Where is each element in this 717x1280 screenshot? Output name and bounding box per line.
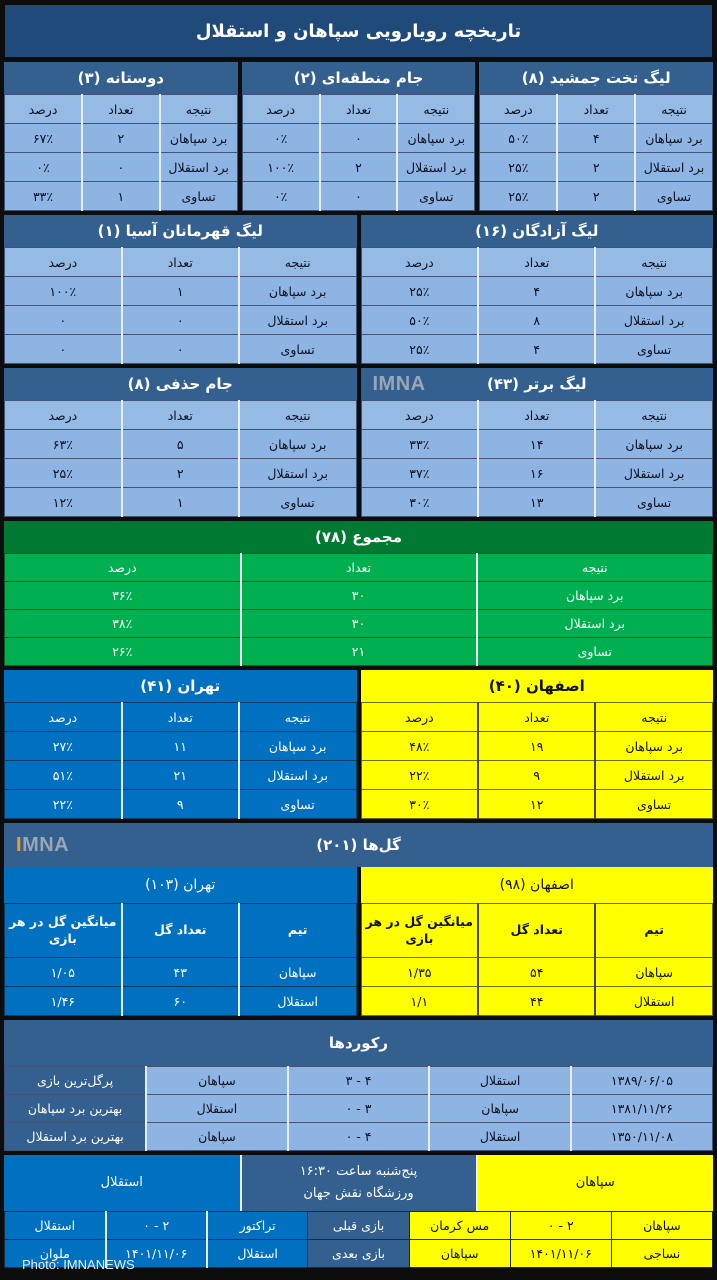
col-header-percent: درصد: [361, 248, 478, 277]
panel-title: لیگ تخت جمشید (۸): [479, 62, 713, 94]
table-row: [361, 958, 713, 987]
goals-cell: ۶۰: [122, 987, 239, 1016]
percent-cell: ۰٪: [242, 182, 320, 211]
result-cell: برد سپاهان: [477, 582, 713, 610]
home-fixture-team: سپاهان: [611, 1212, 712, 1240]
percent-cell: ۰: [5, 306, 122, 335]
percent-cell: ۲۵٪: [5, 459, 122, 488]
result-cell: برد سپاهان: [635, 124, 713, 153]
imna-watermark: IMNA: [16, 833, 70, 856]
panel-title: تهران (۴۱): [4, 670, 357, 702]
percent-cell: ۳۰٪: [361, 790, 478, 819]
table-row: [5, 958, 357, 987]
goals-cell: ۵۴: [478, 958, 595, 987]
col-header-percent: درصد: [361, 703, 478, 732]
fixture-label: بازی قبلی: [308, 1212, 409, 1240]
percent-cell: ۵۰٪: [480, 124, 558, 153]
col-header-percent: درصد: [242, 95, 320, 124]
result-cell: تساوی: [239, 790, 356, 819]
record-date: ۱۳۸۹/۰۶/۰۵: [571, 1067, 713, 1095]
col-header-result: نتیجه: [160, 95, 238, 124]
result-cell: تساوی: [595, 335, 712, 364]
table-row: [361, 488, 713, 517]
count-cell: ۹: [478, 761, 595, 790]
col-header-percent: درصد: [5, 401, 122, 430]
panel-title: جام منطقه‌ای (۲): [242, 62, 476, 94]
table-row: [361, 761, 713, 790]
result-cell: برد استقلال: [635, 153, 713, 182]
result-cell: برد سپاهان: [239, 277, 356, 306]
record-team-a: استقلال: [429, 1123, 571, 1151]
result-cell: برد استقلال: [595, 459, 712, 488]
col-header-result: نتیجه: [239, 248, 356, 277]
count-cell: ۰: [82, 153, 160, 182]
record-team-a: سپاهان: [429, 1095, 571, 1123]
percent-cell: ۴۸٪: [361, 732, 478, 761]
count-cell: ۲: [557, 182, 635, 211]
col-header-count: تعداد: [320, 95, 398, 124]
count-cell: ۱۱: [122, 732, 239, 761]
result-cell: برد سپاهان: [160, 124, 238, 153]
col-header-count: تعداد: [241, 554, 477, 582]
count-cell: ۲۱: [122, 761, 239, 790]
percent-cell: ۳۷٪: [361, 459, 478, 488]
col-header-percent: درصد: [5, 554, 241, 582]
table-row: [242, 124, 475, 153]
count-cell: ۱: [122, 277, 239, 306]
next-match: [4, 1155, 713, 1211]
table-row: [242, 153, 475, 182]
table-row: [242, 182, 475, 211]
goals-cell: ۴۴: [478, 987, 595, 1016]
city-panel: [361, 670, 714, 819]
count-cell: ۹: [122, 790, 239, 819]
home-fixture-score: ۲ - ۰: [510, 1212, 611, 1240]
competition-panel: [361, 368, 714, 517]
table-row: [4, 182, 237, 211]
panel-title: لیگ قهرمانان آسیا (۱): [4, 215, 357, 247]
away-fixture-score: ۱۴۰۱/۱۱/۰۶: [106, 1240, 207, 1268]
header-row: [361, 401, 713, 430]
imna-watermark: IMNA: [372, 372, 426, 395]
goals-city-panel: [361, 867, 714, 1016]
result-cell: برد استقلال: [239, 761, 356, 790]
record-score: ۳ - ۰: [288, 1095, 430, 1123]
competition-row-3: [4, 368, 713, 517]
col-header-result: نتیجه: [397, 95, 475, 124]
result-cell: برد استقلال: [239, 459, 356, 488]
header-row: [361, 703, 713, 732]
table-row: [5, 638, 713, 666]
col-header-result: نتیجه: [635, 95, 713, 124]
count-cell: ۵: [122, 430, 239, 459]
away-fixture-team: ملوان: [5, 1240, 106, 1268]
col-header-result: نتیجه: [595, 248, 712, 277]
col-header-count: تعداد: [478, 401, 595, 430]
percent-cell: ۲۲٪: [361, 761, 478, 790]
competition-panel: [479, 62, 713, 211]
percent-cell: ۲۵٪: [480, 153, 558, 182]
result-cell: تساوی: [635, 182, 713, 211]
col-header-count: تعداد: [122, 248, 239, 277]
total-panel: [4, 521, 713, 666]
home-fixture-opponent: مس کرمان: [409, 1212, 510, 1240]
record-score: ۴ - ۰: [288, 1123, 430, 1151]
record-team-b: سپاهان: [146, 1067, 288, 1095]
header-row: [480, 95, 713, 124]
records-table: [4, 1066, 713, 1151]
record-team-b: استقلال: [146, 1095, 288, 1123]
count-cell: ۲: [320, 153, 398, 182]
count-cell: ۱۹: [478, 732, 595, 761]
home-fixture-team: نساجی: [611, 1240, 712, 1268]
away-fixture-team: استقلال: [5, 1212, 106, 1240]
header-row: [5, 554, 713, 582]
col-header-count: تعداد: [82, 95, 160, 124]
count-cell: ۱۴: [478, 430, 595, 459]
col-header-percent: درصد: [361, 401, 478, 430]
count-cell: ۳۰: [241, 582, 477, 610]
panel-title: مجموع (۷۸): [4, 521, 713, 553]
count-cell: ۱۳: [478, 488, 595, 517]
home-team: سپاهان: [478, 1155, 714, 1211]
records-header: رکوردها: [4, 1020, 713, 1066]
home-fixture-opponent: سپاهان: [409, 1240, 510, 1268]
count-cell: ۰: [122, 335, 239, 364]
table-row: [361, 430, 713, 459]
col-header-percent: درصد: [4, 95, 82, 124]
count-cell: ۲: [82, 124, 160, 153]
col-header-count: تعداد: [557, 95, 635, 124]
col-header-avg: میانگین گل در هر بازی: [361, 904, 478, 958]
col-header-percent: درصد: [480, 95, 558, 124]
percent-cell: ۲۶٪: [5, 638, 241, 666]
result-cell: تساوی: [160, 182, 238, 211]
avg-cell: ۱/۱: [361, 987, 478, 1016]
table-row: [5, 761, 357, 790]
col-header-result: نتیجه: [239, 401, 356, 430]
col-header-avg: میانگین گل در هر بازی: [5, 904, 122, 958]
header-row: [5, 401, 357, 430]
count-cell: ۴: [478, 277, 595, 306]
home-fixture-score: ۱۴۰۱/۱۱/۰۶: [510, 1240, 611, 1268]
percent-cell: ۶۳٪: [5, 430, 122, 459]
competition-row-2: [4, 215, 713, 364]
col-header-team: تیم: [239, 904, 356, 958]
competition-panel: [4, 368, 357, 517]
table-row: [361, 790, 713, 819]
competition-row-1: [4, 62, 713, 211]
percent-cell: ۲۵٪: [361, 335, 478, 364]
table-row: [480, 182, 713, 211]
header-row: [5, 703, 357, 732]
record-team-b: سپاهان: [146, 1123, 288, 1151]
percent-cell: ۳۸٪: [5, 610, 241, 638]
record-label: بهترین برد سپاهان: [5, 1095, 147, 1123]
percent-cell: ۶۷٪: [4, 124, 82, 153]
col-header-count: تعداد: [122, 703, 239, 732]
count-cell: ۲: [122, 459, 239, 488]
col-header-result: نتیجه: [239, 703, 356, 732]
away-fixture-opponent: تراکتور: [207, 1212, 308, 1240]
count-cell: ۳۰: [241, 610, 477, 638]
col-header-count: تعداد: [478, 703, 595, 732]
table-row: [5, 790, 357, 819]
table-row: [5, 488, 357, 517]
percent-cell: ۱۲٪: [5, 488, 122, 517]
percent-cell: ۱۰۰٪: [242, 153, 320, 182]
count-cell: ۰: [122, 306, 239, 335]
table-row: [5, 306, 357, 335]
col-header-result: نتیجه: [595, 703, 712, 732]
table-row: [361, 335, 713, 364]
result-cell: برد استقلال: [477, 610, 713, 638]
percent-cell: ۰٪: [4, 153, 82, 182]
count-cell: ۱۶: [478, 459, 595, 488]
result-cell: برد سپاهان: [595, 277, 712, 306]
table-row: [5, 430, 357, 459]
percent-cell: ۳۶٪: [5, 582, 241, 610]
count-cell: ۸: [478, 306, 595, 335]
result-cell: تساوی: [595, 790, 712, 819]
col-header-percent: درصد: [5, 248, 122, 277]
count-cell: ۴: [557, 124, 635, 153]
header-row: [242, 95, 475, 124]
count-cell: ۲: [557, 153, 635, 182]
col-header-percent: درصد: [5, 703, 122, 732]
competition-panel: [242, 62, 476, 211]
count-cell: ۲۱: [241, 638, 477, 666]
percent-cell: ۲۷٪: [5, 732, 122, 761]
percent-cell: ۵۱٪: [5, 761, 122, 790]
result-cell: برد سپاهان: [397, 124, 475, 153]
goals-city-title: اصفهان (۹۸): [361, 867, 714, 903]
away-fixture-opponent: استقلال: [207, 1240, 308, 1268]
header-row: [361, 248, 713, 277]
table-row: [5, 459, 357, 488]
fixture-row: [5, 1212, 713, 1240]
table-row: [361, 306, 713, 335]
result-cell: برد استقلال: [160, 153, 238, 182]
result-cell: تساوی: [397, 182, 475, 211]
competition-panel: [4, 62, 238, 211]
count-cell: ۱: [82, 182, 160, 211]
record-date: ۱۳۵۰/۱۱/۰۸: [571, 1123, 713, 1151]
match-info: [240, 1155, 478, 1211]
percent-cell: ۵۰٪: [361, 306, 478, 335]
count-cell: ۱۲: [478, 790, 595, 819]
panel-title: اصفهان (۴۰): [361, 670, 714, 702]
goals-title: گل‌ها (۲۰۱): [316, 836, 401, 854]
team-cell: سپاهان: [239, 958, 356, 987]
table-row: [5, 582, 713, 610]
record-row: [5, 1095, 713, 1123]
col-header-goals: تعداد گل: [122, 904, 239, 958]
goals-cell: ۴۳: [122, 958, 239, 987]
percent-cell: ۳۰٪: [361, 488, 478, 517]
percent-cell: ۳۳٪: [4, 182, 82, 211]
count-cell: ۰: [320, 124, 398, 153]
result-cell: تساوی: [239, 488, 356, 517]
panel-title: جام حذفی (۸): [4, 368, 357, 400]
percent-cell: ۱۰۰٪: [5, 277, 122, 306]
result-cell: برد استقلال: [595, 306, 712, 335]
avg-cell: ۱/۴۶: [5, 987, 122, 1016]
col-header-goals: تعداد گل: [478, 904, 595, 958]
table-row: [480, 124, 713, 153]
panel-title: دوستانه (۳): [4, 62, 238, 94]
percent-cell: ۲۲٪: [5, 790, 122, 819]
avg-cell: ۱/۳۵: [361, 958, 478, 987]
record-date: ۱۳۸۱/۱۱/۲۶: [571, 1095, 713, 1123]
col-header-count: تعداد: [122, 401, 239, 430]
table-row: [361, 277, 713, 306]
avg-cell: ۱/۰۵: [5, 958, 122, 987]
match-time: پنج‌شنبه ساعت ۱۶:۳۰: [299, 1163, 418, 1179]
col-header-result: نتیجه: [477, 554, 713, 582]
result-cell: برد استقلال: [397, 153, 475, 182]
table-row: [361, 987, 713, 1016]
count-cell: ۰: [320, 182, 398, 211]
panel-title: لیگ آزادگان (۱۶): [361, 215, 714, 247]
record-team-a: استقلال: [429, 1067, 571, 1095]
table-row: [4, 124, 237, 153]
away-fixture-score: ۲ - ۰: [106, 1212, 207, 1240]
goals-city-title: تهران (۱۰۳): [4, 867, 357, 903]
fixture-label: بازی بعدی: [308, 1240, 409, 1268]
record-score: ۴ - ۳: [288, 1067, 430, 1095]
result-cell: برد سپاهان: [595, 732, 712, 761]
table-row: [361, 459, 713, 488]
percent-cell: ۲۵٪: [480, 182, 558, 211]
result-cell: برد سپاهان: [239, 732, 356, 761]
photo-credit: Photo: IMNANEWS: [22, 1257, 135, 1272]
percent-cell: ۲۵٪: [361, 277, 478, 306]
result-cell: برد استقلال: [239, 306, 356, 335]
competition-panel: [361, 215, 714, 364]
team-cell: سپاهان: [595, 958, 712, 987]
page-title: تاریخچه رویارویی سپاهان و استقلال: [4, 4, 713, 58]
count-cell: ۴: [478, 335, 595, 364]
team-cell: استقلال: [239, 987, 356, 1016]
percent-cell: ۳۳٪: [361, 430, 478, 459]
record-row: [5, 1123, 713, 1151]
city-panel: [4, 670, 357, 819]
result-cell: برد سپاهان: [595, 430, 712, 459]
percent-cell: ۰٪: [242, 124, 320, 153]
goals-header: [4, 823, 713, 867]
panel-title: لیگ برتر (۴۳) IMNA: [361, 368, 714, 400]
table-row: [361, 732, 713, 761]
table-row: [5, 987, 357, 1016]
header-row: [5, 248, 357, 277]
record-label: پرگل‌ترین بازی: [5, 1067, 147, 1095]
competition-panel: [4, 215, 357, 364]
result-cell: تساوی: [477, 638, 713, 666]
city-row: [4, 670, 713, 819]
record-row: [5, 1067, 713, 1095]
record-label: بهترین برد استقلال: [5, 1123, 147, 1151]
table-row: [4, 153, 237, 182]
col-header-count: تعداد: [478, 248, 595, 277]
percent-cell: ۰: [5, 335, 122, 364]
result-cell: تساوی: [239, 335, 356, 364]
goals-row: [4, 867, 713, 1016]
team-cell: استقلال: [595, 987, 712, 1016]
result-cell: برد سپاهان: [239, 430, 356, 459]
table-row: [5, 732, 357, 761]
goals-city-panel: [4, 867, 357, 1016]
result-cell: برد استقلال: [595, 761, 712, 790]
total-section: [4, 521, 713, 666]
table-row: [5, 335, 357, 364]
count-cell: ۱: [122, 488, 239, 517]
table-row: [5, 610, 713, 638]
table-row: [480, 153, 713, 182]
match-venue: ورزشگاه نقش جهان: [303, 1186, 414, 1201]
col-header-team: تیم: [595, 904, 712, 958]
col-header-result: نتیجه: [595, 401, 712, 430]
result-cell: تساوی: [595, 488, 712, 517]
table-row: [5, 277, 357, 306]
away-team: استقلال: [4, 1155, 240, 1211]
header-row: [4, 95, 237, 124]
